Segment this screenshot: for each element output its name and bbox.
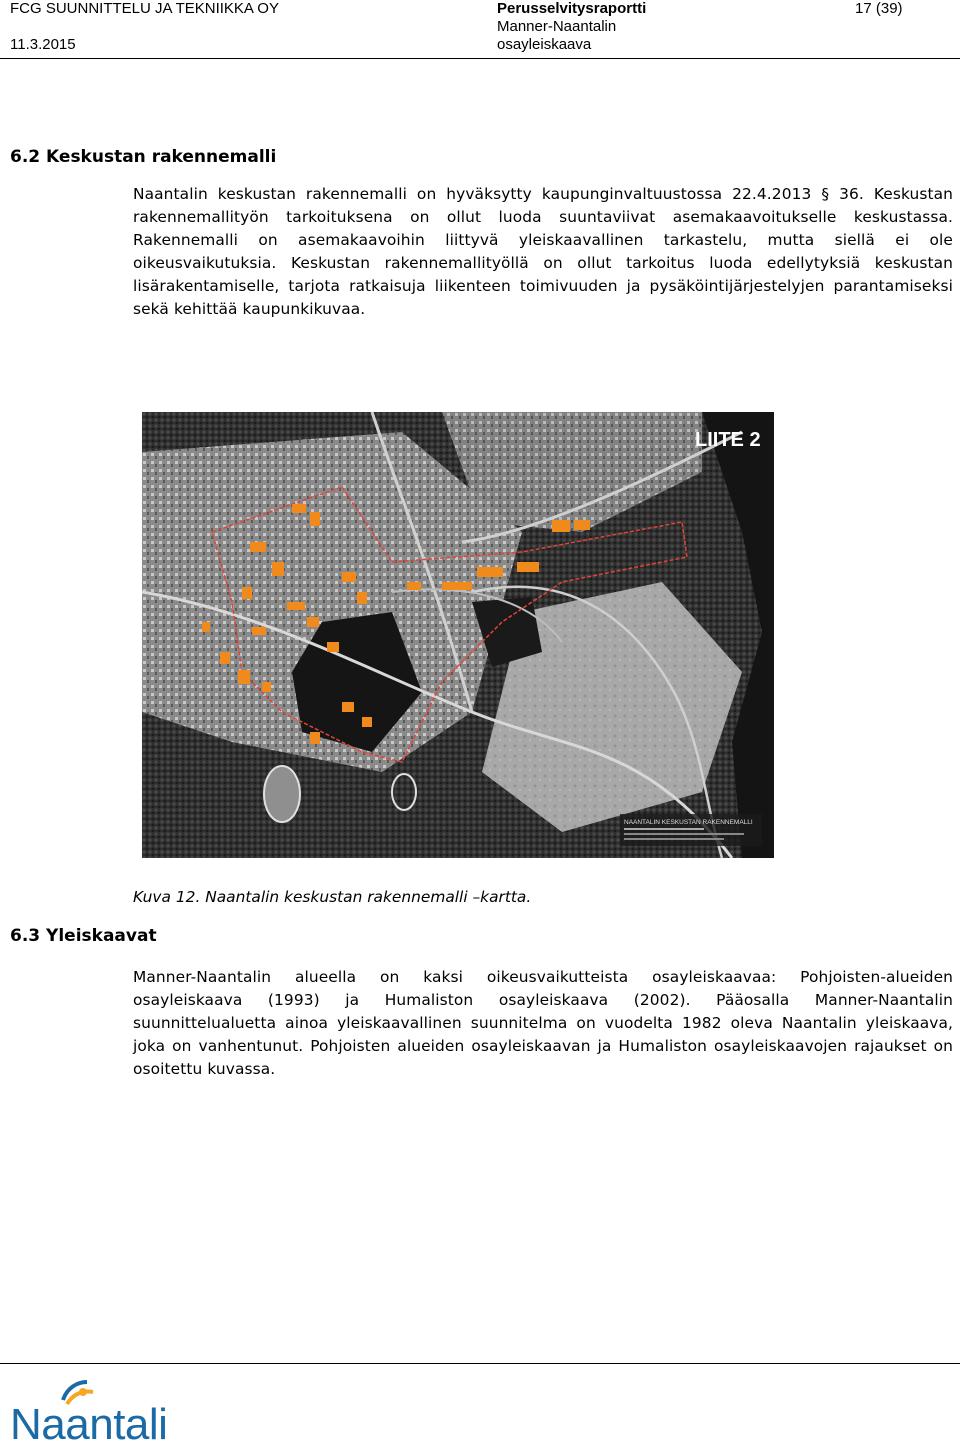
header-doc-sub1: Manner-Naantalin	[497, 18, 617, 35]
section-heading-6-2: 6.2 Keskustan rakennemalli	[10, 147, 277, 167]
logo-text: Naantali	[10, 1400, 168, 1449]
section-6-2-paragraph: Naantalin keskustan rakennemalli on hyväksytty kaupunginvaltuustossa 22.4.2013 § 36. Keskustan rakennemallityön tarkoituksena on ollut luoda suuntaviivat asemakaavoitukselle keskustassa. Rakennemalli on asemakaavoihin liittyvä yleiskaavallinen tarkastelu, mutta siellä ei ole oikeusvaikutuksia. Keskustan rakennemallityöllä on ollut tarkoitus luoda edellytyksiä keskustan lisärakentamiselle, tarjota ratkaisuja liikenteen toimivuuden ja pysäköintijärjestelyjen parantamiseksi sekä kehittää kaupunkikuvaa.	[133, 185, 953, 318]
rakennemalli-map	[142, 412, 774, 858]
section-heading-6-3: 6.3 Yleiskaavat	[10, 926, 157, 946]
figure-label: LIITE 2	[695, 429, 761, 451]
footer-rule	[0, 1363, 960, 1364]
header-rule	[0, 58, 960, 59]
section-6-3-paragraph: Manner-Naantalin alueella on kaksi oikeusvaikutteista osayleiskaavaa: Pohjoisten-alueiden osayleiskaava (1993) ja Humaliston osayleiskaava (2002). Pääosalla Manner-Naantalin suunnittelualuetta ainoa yleiskaavallinen suunnitelma on vuodelta 1982 oleva Naantalin yleiskaava, joka on vanhentunut. Pohjoisten alueiden osayleiskaavan ja Humaliston osayleiskaavojen rajaukset on osoitettu kuvassa.	[133, 968, 953, 1078]
figure-title-block: NAANTALIN KESKUSTAN RAKENNEMALLI	[624, 819, 753, 826]
figure-caption: Kuva 12. Naantalin keskustan rakennemalli –kartta.	[133, 888, 532, 906]
header-date: 11.3.2015	[10, 36, 76, 53]
header-company: FCG SUUNNITTELU JA TEKNIIKKA OY	[10, 0, 279, 17]
header-doc-sub2: osayleiskaava	[497, 36, 592, 53]
header-doc-title: Perusselvitysraportti	[497, 0, 647, 17]
header-page-number: 17 (39)	[855, 0, 903, 17]
